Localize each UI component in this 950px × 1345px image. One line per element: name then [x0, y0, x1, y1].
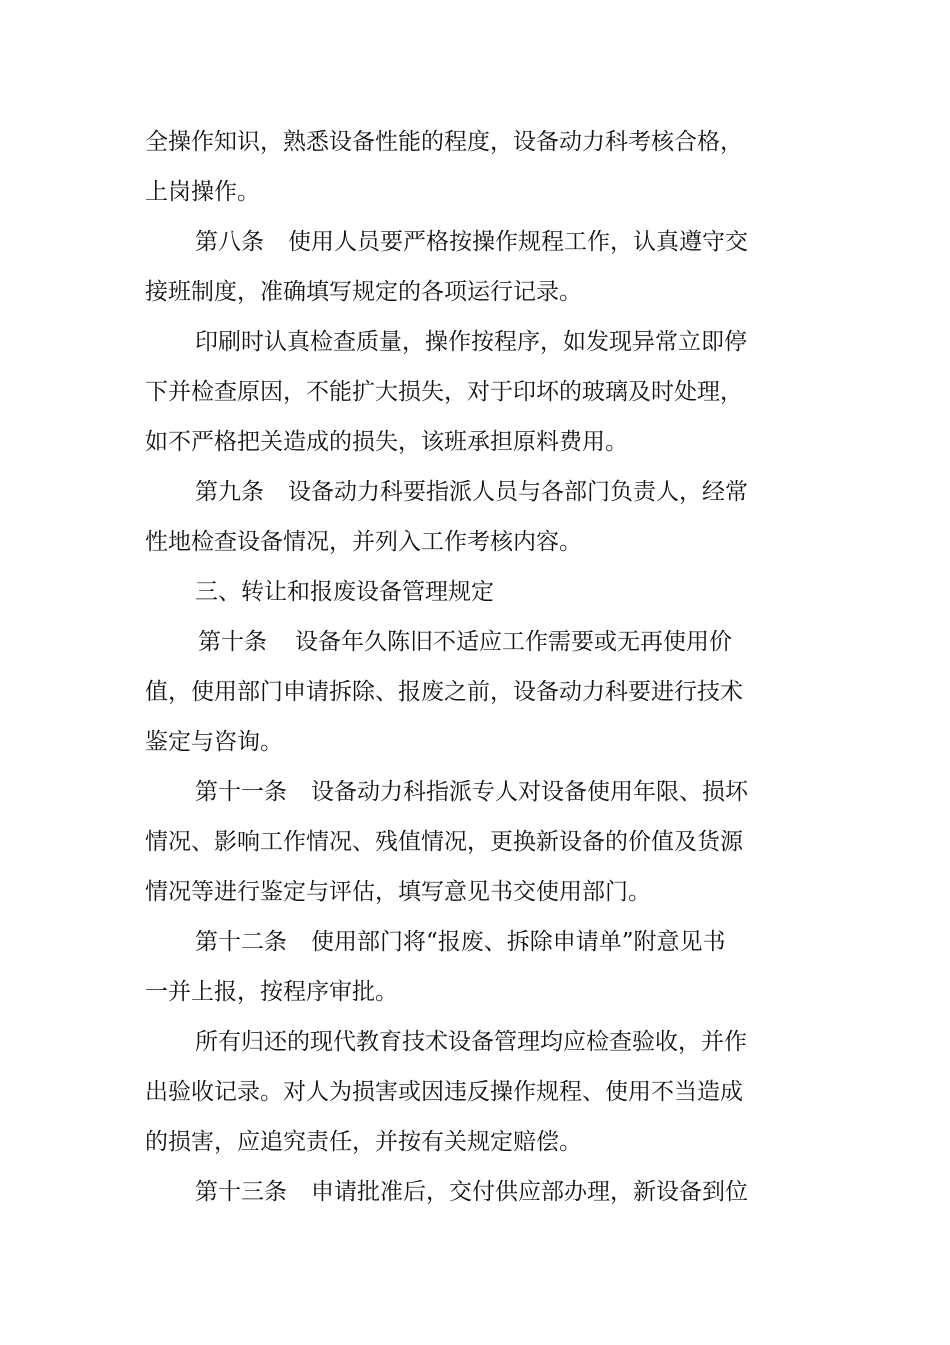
paragraph-line: 的损害，应追究责任，并按有关规定赔偿。	[145, 1129, 582, 1155]
article-label: 第十条	[198, 629, 267, 655]
article-label: 第十三条	[195, 1179, 287, 1205]
article-text: 申请批准后，交付供应部办理，新设备到位	[311, 1179, 748, 1205]
article-label: 第八条	[195, 229, 264, 255]
paragraph-line: 接班制度，准确填写规定的各项运行记录。	[145, 279, 582, 305]
article-label: 第十二条	[195, 929, 287, 955]
article-text: 设备动力科指派专人对设备使用年限、损坏	[311, 779, 748, 805]
paragraph-line: 值，使用部门申请拆除、报废之前，设备动力科要进行技术	[145, 679, 743, 705]
article-9-line	[195, 476, 748, 508]
article-10-line	[198, 626, 732, 658]
article-text: 设备年久陈旧不适应工作需要或无再使用价	[295, 629, 732, 655]
article-12-line	[195, 926, 726, 958]
paragraph-line: 所有归还的现代教育技术设备管理均应检查验收，并作	[195, 1029, 747, 1055]
paragraph-line: 如不严格把关造成的损失，该班承担原料费用。	[145, 429, 628, 455]
article-8-line	[195, 226, 748, 258]
paragraph-line: 情况等进行鉴定与评估，填写意见书交使用部门。	[145, 879, 651, 905]
article-text: 设备动力科要指派人员与各部门负责人，经常	[288, 479, 748, 505]
paragraph-line: 鉴定与咨询。	[145, 729, 283, 755]
paragraph-line: 下并检查原因，不能扩大损失，对于印坏的玻璃及时处理，	[145, 379, 743, 405]
article-13-line	[195, 1176, 748, 1208]
paragraph-line: 一并上报，按程序审批。	[145, 979, 398, 1005]
section-heading: 三、转让和报废设备管理规定	[195, 579, 494, 605]
paragraph-line: 全操作知识，熟悉设备性能的程度，设备动力科考核合格，	[145, 129, 743, 155]
paragraph-line: 印刷时认真检查质量，操作按程序，如发现异常立即停	[195, 329, 747, 355]
article-11-line	[195, 776, 748, 808]
paragraph-line: 性地检查设备情况，并列入工作考核内容。	[145, 529, 582, 555]
article-text: 使用人员要严格按操作规程工作，认真遵守交	[288, 229, 748, 255]
paragraph-line: 情况、影响工作情况、残值情况，更换新设备的价值及货源	[145, 829, 743, 855]
article-text: 使用部门将“报废、拆除申请单”附意见书	[311, 929, 726, 955]
article-label: 第九条	[195, 479, 264, 505]
paragraph-line: 上岗操作。	[145, 179, 260, 205]
paragraph-line: 出验收记录。对人为损害或因违反操作规程、使用不当造成	[145, 1079, 743, 1105]
article-label: 第十一条	[195, 779, 287, 805]
